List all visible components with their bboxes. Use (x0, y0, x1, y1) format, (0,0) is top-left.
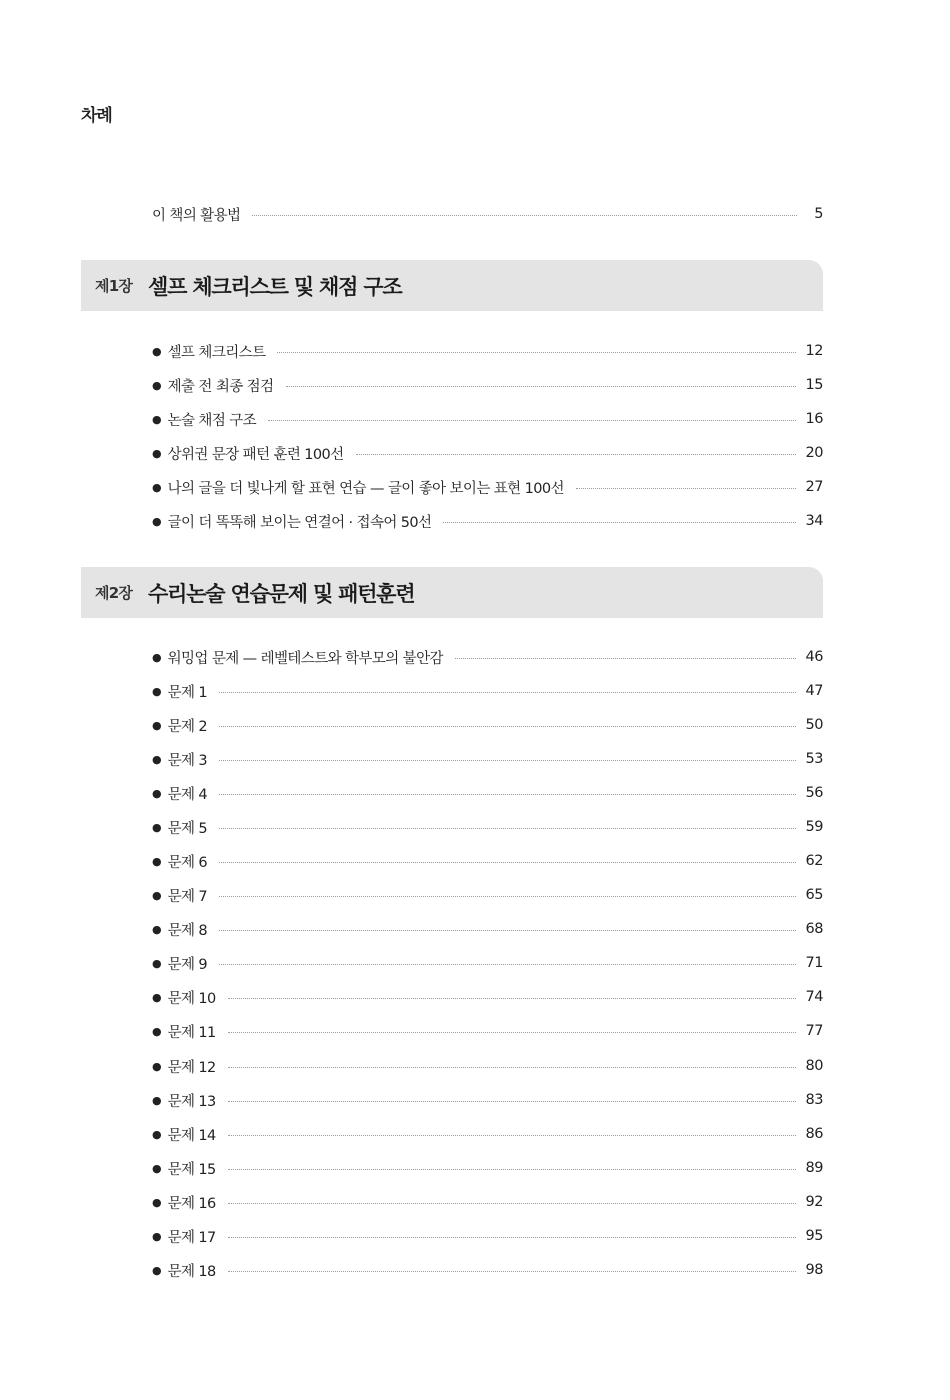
toc-entry-label: 제출 전 최종 점검 (167, 378, 274, 395)
bullet-icon: ● (152, 820, 162, 834)
toc-entry[interactable] (152, 1225, 823, 1247)
dot-leader (219, 794, 795, 795)
bullet-icon: ● (152, 1024, 162, 1038)
chapter-title: 수리논술 연습문제 및 패턴훈련 (148, 581, 415, 606)
dot-leader (455, 658, 796, 659)
dot-leader (228, 1203, 796, 1204)
toc-entry[interactable] (152, 442, 823, 464)
toc-entry[interactable] (152, 1157, 823, 1179)
toc-entry-page: 74 (805, 989, 823, 1005)
toc-entry-label: 문제 12 (167, 1059, 216, 1076)
toc-entry[interactable] (152, 986, 823, 1008)
toc-entry-label: 문제 9 (167, 956, 208, 973)
toc-entry-page: 68 (805, 921, 823, 937)
chapter-title: 셀프 체크리스트 및 채점 구조 (148, 274, 402, 299)
toc-entry-label: 문제 2 (167, 718, 208, 735)
dot-leader (268, 420, 795, 421)
toc-entry-label: 문제 4 (167, 786, 208, 803)
toc-entry-label: 상위권 문장 패턴 훈련 100선 (167, 446, 344, 463)
chapter-number: 제1장 (95, 277, 133, 295)
dot-leader (228, 1135, 796, 1136)
dot-leader (228, 1237, 796, 1238)
bullet-icon: ● (152, 446, 162, 460)
toc-entry[interactable] (152, 714, 823, 736)
bullet-icon: ● (152, 1127, 162, 1141)
toc-entry-label: 문제 3 (167, 752, 208, 769)
toc-entry-page: 65 (805, 887, 823, 903)
toc-entry-label: 문제 1 (167, 684, 208, 701)
toc-entry[interactable] (152, 1089, 823, 1111)
bullet-icon: ● (152, 990, 162, 1004)
toc-entry-page: 77 (805, 1023, 823, 1039)
toc-entry-page: 50 (805, 717, 823, 733)
toc-entry[interactable] (152, 918, 823, 940)
toc-entry-label: 문제 11 (167, 1024, 216, 1041)
toc-entry-page: 89 (805, 1160, 823, 1176)
bullet-icon: ● (152, 378, 162, 392)
dot-leader (228, 1271, 796, 1272)
bullet-icon: ● (152, 1161, 162, 1175)
dot-leader (228, 1169, 796, 1170)
toc-entry[interactable] (152, 374, 823, 396)
bullet-icon: ● (152, 752, 162, 766)
dot-leader (219, 862, 795, 863)
bullet-icon: ● (152, 922, 162, 936)
toc-entry[interactable] (152, 1123, 823, 1145)
dot-leader (228, 998, 796, 999)
toc-entry-label: 문제 18 (167, 1263, 216, 1280)
toc-entry-page: 27 (805, 479, 823, 495)
dot-leader (228, 1067, 796, 1068)
toc-entry-page: 92 (805, 1194, 823, 1210)
page-title: 차례 (81, 106, 112, 126)
toc-entry-label: 문제 17 (167, 1229, 216, 1246)
dot-leader (356, 454, 796, 455)
toc-entry-label: 문제 16 (167, 1195, 216, 1212)
dot-leader (219, 964, 795, 965)
toc-entry-label: 문제 13 (167, 1093, 216, 1110)
dot-leader (219, 896, 795, 897)
toc-entry-page: 46 (805, 649, 823, 665)
dot-leader (219, 760, 795, 761)
bullet-icon: ● (152, 684, 162, 698)
toc-entry-page: 71 (805, 955, 823, 971)
toc-entry-page: 59 (805, 819, 823, 835)
toc-entry-page: 16 (805, 411, 823, 427)
bullet-icon: ● (152, 650, 162, 664)
bullet-icon: ● (152, 956, 162, 970)
bullet-icon: ● (152, 1093, 162, 1107)
toc-entry-label: 워밍업 문제 — 레벨테스트와 학부모의 불안감 (167, 650, 443, 667)
dot-leader (228, 1032, 796, 1033)
bullet-icon: ● (152, 1263, 162, 1277)
toc-entry[interactable] (152, 782, 823, 804)
toc-entry[interactable] (152, 748, 823, 770)
bullet-icon: ● (152, 1059, 162, 1073)
toc-entry-page: 80 (805, 1058, 823, 1074)
toc-entry[interactable] (152, 816, 823, 838)
toc-entry[interactable] (152, 850, 823, 872)
toc-entry[interactable] (152, 1259, 823, 1281)
toc-entry-label: 글이 더 똑똑해 보이는 연결어 · 접속어 50선 (167, 514, 432, 531)
toc-entry[interactable] (152, 408, 823, 430)
dot-leader (219, 726, 795, 727)
toc-entry[interactable] (152, 1020, 823, 1042)
toc-entry-label: 문제 15 (167, 1161, 216, 1178)
toc-entry[interactable] (152, 680, 823, 702)
toc-entry-label: 문제 8 (167, 922, 208, 939)
toc-entry-page: 98 (805, 1262, 823, 1278)
bullet-icon: ● (152, 718, 162, 732)
toc-entry-label: 이 책의 활용법 (152, 207, 241, 224)
dot-leader (443, 522, 795, 523)
toc-entry-page: 5 (814, 206, 823, 222)
toc-entry-page: 34 (805, 513, 823, 529)
bullet-icon: ● (152, 786, 162, 800)
toc-entry[interactable] (152, 884, 823, 906)
dot-leader (219, 692, 795, 693)
toc-entry-label: 셀프 체크리스트 (167, 344, 266, 361)
toc-entry[interactable] (152, 476, 823, 498)
dot-leader (228, 1101, 796, 1102)
toc-entry-label: 문제 7 (167, 888, 208, 905)
bullet-icon: ● (152, 514, 162, 528)
dot-leader (286, 386, 796, 387)
chapter-number: 제2장 (95, 584, 133, 602)
toc-entry-label: 문제 14 (167, 1127, 216, 1144)
toc-entry-page: 15 (805, 377, 823, 393)
bullet-icon: ● (152, 344, 162, 358)
toc-entry-page: 95 (805, 1228, 823, 1244)
dot-leader (252, 215, 797, 216)
bullet-icon: ● (152, 854, 162, 868)
toc-entry-label: 나의 글을 더 빛나게 할 표현 연습 — 글이 좋아 보이는 표현 100선 (167, 480, 564, 497)
toc-entry[interactable] (152, 646, 823, 668)
dot-leader (576, 488, 796, 489)
bullet-icon: ● (152, 1195, 162, 1209)
toc-entry-page: 86 (805, 1126, 823, 1142)
toc-entry[interactable] (152, 510, 823, 532)
dot-leader (219, 828, 795, 829)
chapter-header-2[interactable] (81, 567, 823, 618)
chapter-header-1[interactable] (81, 260, 823, 311)
dot-leader (277, 352, 795, 353)
toc-entry-page: 62 (805, 853, 823, 869)
toc-entry-label: 문제 10 (167, 990, 216, 1007)
toc-entry-page: 83 (805, 1092, 823, 1108)
toc-entry-page: 47 (805, 683, 823, 699)
toc-entry-label: 문제 5 (167, 820, 208, 837)
toc-entry-label: 문제 6 (167, 854, 208, 871)
bullet-icon: ● (152, 412, 162, 426)
toc-entry-intro[interactable] (152, 203, 823, 225)
bullet-icon: ● (152, 1229, 162, 1243)
toc-entry-label: 논술 채점 구조 (167, 412, 257, 429)
toc-entry[interactable] (152, 340, 823, 362)
bullet-icon: ● (152, 480, 162, 494)
toc-entry-page: 56 (805, 785, 823, 801)
toc-entry-page: 53 (805, 751, 823, 767)
dot-leader (219, 930, 795, 931)
toc-entry[interactable] (152, 1191, 823, 1213)
toc-entry[interactable] (152, 1055, 823, 1077)
toc-entry[interactable] (152, 952, 823, 974)
toc-entry-page: 20 (805, 445, 823, 461)
bullet-icon: ● (152, 888, 162, 902)
toc-entry-page: 12 (805, 343, 823, 359)
